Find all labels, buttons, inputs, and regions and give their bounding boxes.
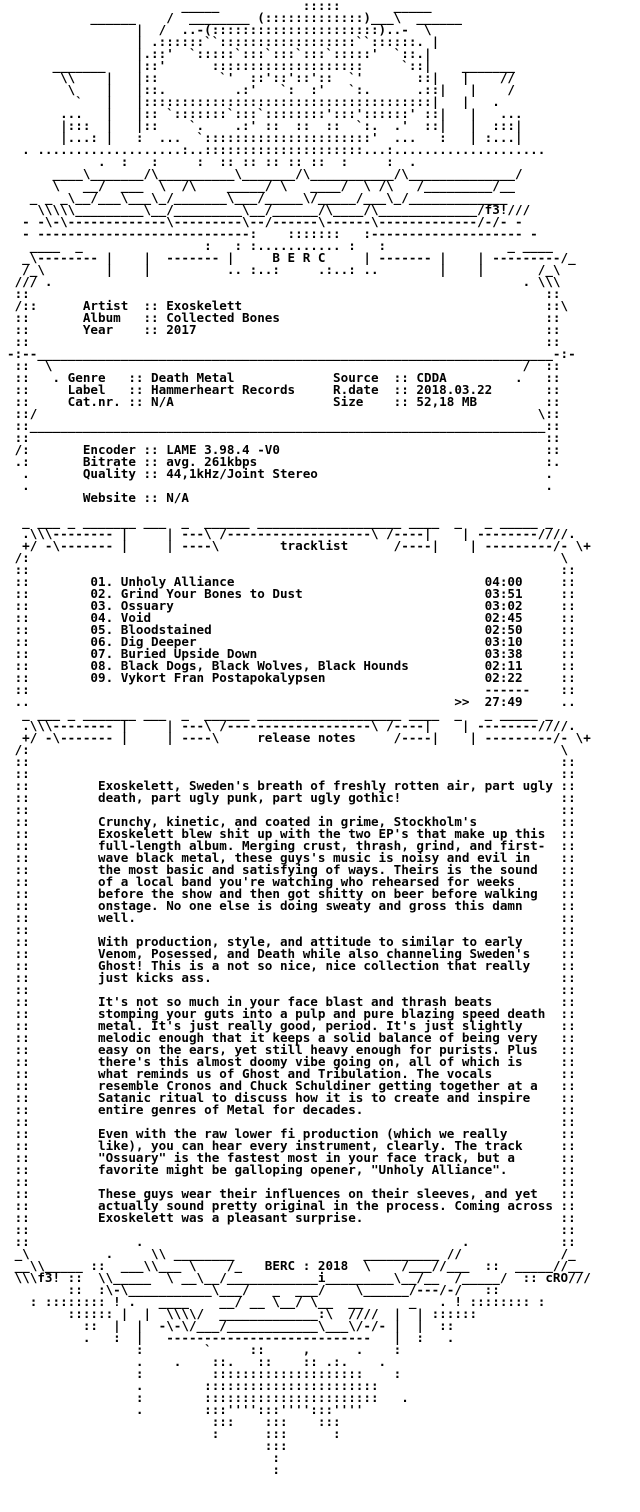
nfo-line: :: Cat.nr. :: N/A Size :: 52,18 MB :: (7, 394, 561, 409)
nfo-line: : ::: : (7, 1426, 341, 1441)
nfo-line: | .::::::``::::::::::::::::::``::::::. | (7, 34, 440, 49)
nfo-line: /: \ (7, 550, 569, 565)
nfo-line: :: Year :: 2017 :: (7, 322, 561, 337)
nfo-line: :: "Ossuary" is the fastest most in your face track, but a :: (7, 1150, 576, 1165)
nfo-line: ::: ::: ::: (7, 1414, 341, 1429)
nfo-line: :: 03. Ossuary 03:02 :: (7, 598, 576, 613)
nfo-line: ______ / ________ (:::::::::::::)___\ ______ (7, 10, 462, 25)
nfo-line: :: 09. Vykort Fran Postapokalypsen 02:22 :: (7, 670, 576, 685)
nfo-line: : :::::::::::::::::::: : (7, 1366, 402, 1381)
nfo-line: |...: | : ... `::::::::::::::::::::::' ... : | :...| (7, 130, 523, 145)
nfo-line: /// . . \\\ (7, 274, 561, 289)
nfo-line: :: there's this almost doomy vibe going on, all of which is :: (7, 1054, 576, 1069)
nfo-line: : :::::::: ! . ____ __/ __ \__/ \__ __ _ . ! :::::::: : (7, 1294, 546, 1309)
nfo-line: - -\-\-------------\---------\--/------\------\-------------/-/- - (7, 214, 523, 229)
nfo-line: :: actually sound pretty original in the process. Coming across :: (7, 1198, 576, 1213)
nfo-line: :: :: (7, 802, 576, 817)
nfo-line: \\\\\_________\__/_________\__/______/\____/\_____________/f3!/// (7, 202, 531, 217)
nfo-line: :: With production, style, and attitude to similar to early :: (7, 934, 576, 949)
nfo-line: : ` :: , . : (7, 1342, 402, 1357)
nfo-line: /_\ | | .. :..: .:..: .. | | /_\ (7, 262, 561, 277)
nfo-line: : ::::::::::::::::::::::: . (7, 1390, 409, 1405)
nfo-line: :: Ghost! This is a not so nice, nice collection that really :: (7, 958, 576, 973)
nfo-line: |::: | |:: `. .:' :: :: :: `:. .' ::| | :::| (7, 118, 523, 133)
nfo-line: \\\f3! :: \\_____ \ __\__/____________i_________\__/__ /_____/ :: cRO/// (7, 1270, 591, 1285)
nfo-line: \\ | |:: `' ::'::'::':: `' ::| | // (7, 70, 515, 85)
nfo-line: \ | |::. .:' `: :' `:. .::| | / (7, 82, 515, 97)
nfo-line: :: entire genres of Metal for decades. :: (7, 1102, 576, 1117)
nfo-line: /: Encoder :: LAME 3.98.4 -V0 :: (7, 442, 561, 457)
nfo-line: :: Satanic ritual to discuss how it is to create and inspire :: (7, 1090, 576, 1105)
nfo-line: :: Exoskelett was a pleasant surprise. :: (7, 1210, 576, 1225)
nfo-line: .\\\-------- | | ---\ /-------------------\ /----| | --------////. (7, 526, 576, 541)
nfo-line: . . ::. :: :: .:. . (7, 1354, 387, 1369)
nfo-line: :: of a local band you're watching who rehearsed for weeks :: (7, 874, 576, 889)
nfo-line: :: death, part ugly punk, part ugly gothic! :: (7, 790, 576, 805)
nfo-line: :: :: (7, 1222, 576, 1237)
nfo-line: :: | | -\-\/___/____________\___\/-/- | | :: (7, 1318, 455, 1333)
nfo-line: :: :: (7, 334, 561, 349)
nfo-line: . : | --------------------------- | : . (7, 1330, 455, 1345)
nfo-line: :: :: (7, 562, 576, 577)
nfo-line: :: Venom, Posessed, and Death while also channeling Sweden's :: (7, 946, 576, 961)
nfo-line: \ __/ ___ \ /\ _____/ \ ____/ \ /\ /_________/__ (7, 178, 515, 193)
nfo-line: /: \ (7, 742, 569, 757)
nfo-line: _ ___ _ _______ ___ _ ______ ___________________ ____ _ _ _____ _ (7, 514, 553, 529)
nfo-line: . : : : :: :: :: :: :: : : . (7, 154, 417, 169)
nfo-line: :: well. :: (7, 910, 576, 925)
nfo-line: :: full-length album. Merging crust, thrash, grind, and first- :: (7, 838, 576, 853)
nfo-line: : (7, 1462, 280, 1477)
nfo-line: :: what reminds us of Ghost and Tribulation. The vocals :: (7, 1066, 576, 1081)
nfo-line: . . (7, 478, 553, 493)
nfo-line: . ...................:..:::::::::::::::::::::...:.................... (7, 142, 546, 157)
nfo-line: :: Even with the raw lower fi production (which we really :: (7, 1126, 576, 1141)
nfo-line: :: favorite might be galloping opener, "Unholy Alliance". :: (7, 1162, 576, 1177)
nfo-line: . ::::::::::::::::::::::: (7, 1378, 379, 1393)
nfo-line: :: stomping your guts into a pulp and pure blazing speed death :: (7, 1006, 576, 1021)
nfo-line: :: ------ :: (7, 682, 576, 697)
nfo-line: :: like), you can hear every instrument, clearly. The track :: (7, 1138, 576, 1153)
nfo-line: :: resemble Cronos and Chuck Schuldiner getting together at a :: (7, 1078, 576, 1093)
nfo-line: :: wave black metal, these guys's music is noisy and evil in :: (7, 850, 576, 865)
nfo-line: :: :: (7, 754, 576, 769)
nfo-line: +/ -\------- | | ----\ tracklist /----| | ---------/- \+ (7, 538, 591, 553)
nfo-line: ::/ \:: (7, 406, 561, 421)
nfo-line: : (7, 1450, 280, 1465)
nfo-line: :: Exoskelett, Sweden's breath of freshly rotten air, part ugly :: (7, 778, 576, 793)
nfo-line: :: before the show and then got shitty on beer before walking :: (7, 886, 576, 901)
nfo-line: :: Album :: Collected Bones :: (7, 310, 561, 325)
nfo-line: /:: Artist :: Exoskelett ::\ (7, 298, 569, 313)
nfo-line: ` | |::::::::::::::::::::::::::::::::::::::| | . (7, 94, 500, 109)
nfo-line: :: the most basic and satisfying of ways. Theirs is the sound :: (7, 862, 576, 877)
nfo-line: _ _ _\__/___\___\_/_______\___/_____\/_____/___\_/_____________ (7, 190, 508, 205)
nfo-line: :: 04. Void 02:45 :: (7, 610, 576, 625)
nfo-line: _____ ::::: _____ (7, 0, 432, 13)
nfo-line: :: These guys wear their influences on their sleeves, and yet :: (7, 1186, 576, 1201)
nfo-line: .\\\-------- | | ---\ /-------------------\ /----| | --------////. (7, 718, 576, 733)
nfo-line: :: :: (7, 286, 561, 301)
nfo-line: :: 06. Dig Deeper 03:10 :: (7, 634, 576, 649)
nfo-line: .. >> 27:49 .. (7, 694, 576, 709)
nfo-line: -:--____________________________________________________________________-:- (7, 346, 576, 361)
nfo-line: :: onstage. No one else is doing sweaty and gross this damn :: (7, 898, 576, 913)
nfo-line: :: 08. Black Dogs, Black Wolves, Black Hounds 02:11 :: (7, 658, 576, 673)
nfo-line: | / ..-(::::::::::::::::::::::)..- \ (7, 22, 432, 37)
nfo-line: Website :: N/A (7, 490, 189, 505)
nfo-line: . :::'''':::'''':::'''' (7, 1402, 364, 1417)
nfo-line: :: :: (7, 922, 576, 937)
nfo-line: :: . Genre :: Death Metal Source :: CDDA . :: (7, 370, 561, 385)
nfo-line: ::: (7, 1438, 288, 1453)
nfo-line: :: Exoskelett blew shit up with the two EP's that make up this :: (7, 826, 576, 841)
nfo-line: ::____________________________________________________________________:: (7, 418, 561, 433)
nfo-line: :: 01. Unholy Alliance 04:00 :: (7, 574, 576, 589)
nfo-line: :: 02. Grind Your Bones to Dust 03:51 :: (7, 586, 576, 601)
nfo-line: :: :\-\___________\___/ _ ___/ \______/---/-/ :: (7, 1282, 500, 1297)
nfo-line: +/ -\------- | | ----\ release notes /----| | ---------/- \+ (7, 730, 591, 745)
nfo-line: :: melodic enough that it keeps a solid balance of being very :: (7, 1030, 576, 1045)
nfo-line: :: \ / :: (7, 358, 561, 373)
nfo-line: :: just kicks ass. :: (7, 970, 576, 985)
nfo-line: ... | |:: `:::::::`:::`::::::::':::'::::::' ::| | ... (7, 106, 523, 121)
nfo-line: :: :: (7, 1114, 576, 1129)
nfo-line: :: 05. Bloodstained 02:50 :: (7, 622, 576, 637)
nfo-line: . Quality :: 44,1kHz/Joint Stereo . (7, 466, 553, 481)
nfo-line: :: 07. Buried Upside Down 03:38 :: (7, 646, 576, 661)
nfo-line: :::::: | | \\\\/ _____________:\ //// | | :::::: (7, 1306, 478, 1321)
nfo-line: :: easy on the ears, yet still heavy enough for purists. Plus :: (7, 1042, 576, 1057)
nfo-line: |.::' `:::::`:::`:::`:::`:::::' `::.| (7, 46, 432, 61)
nfo-line: :: :: (7, 430, 561, 445)
nfo-line: :: . . :: (7, 1234, 576, 1249)
nfo-line: :: metal. It's just really good, period. It's just slightly :: (7, 1018, 576, 1033)
nfo-line: :: It's not so much in your face blast and thrash beats :: (7, 994, 576, 1009)
nfo-line: _\ . \\ ________ __________ // /_ (7, 1246, 576, 1261)
nfo-line: _\-------- | | ------- | B E R C | ------- | | ---------/_ (7, 250, 576, 265)
nfo-line: .: Bitrate :: avg. 261kbps :. (7, 454, 561, 469)
nfo-line: :: :: (7, 982, 576, 997)
nfo-line: _ ___ _ _______ ___ _ ______ ___________________ ____ _ _ _____ _ (7, 706, 553, 721)
nfo-line: - ----------------------------: ::::::: :-------------------- - (7, 226, 538, 241)
nfo-line: ____ _ : : :........... : : _ ____ (7, 238, 553, 253)
nfo-line: :: Crunchy, kinetic, and coated in grime, Stockholm's :: (7, 814, 576, 829)
nfo-line: _______ |::' :::::::::::::::::::: `::| _______ (7, 58, 515, 73)
nfo-line: __\\_____ :: ___\\___ \ /_ BERC : 2018 \ /___//___ :: _____//__ (7, 1258, 584, 1273)
nfo-line: :: :: (7, 766, 576, 781)
nfo-line: :: Label :: Hammerheart Records R.date :: 2018.03.22 :: (7, 382, 561, 397)
nfo-line: :: :: (7, 1174, 576, 1189)
nfo-line: ____\_______/\__________\_______/\___________/\______________/ (7, 166, 523, 181)
